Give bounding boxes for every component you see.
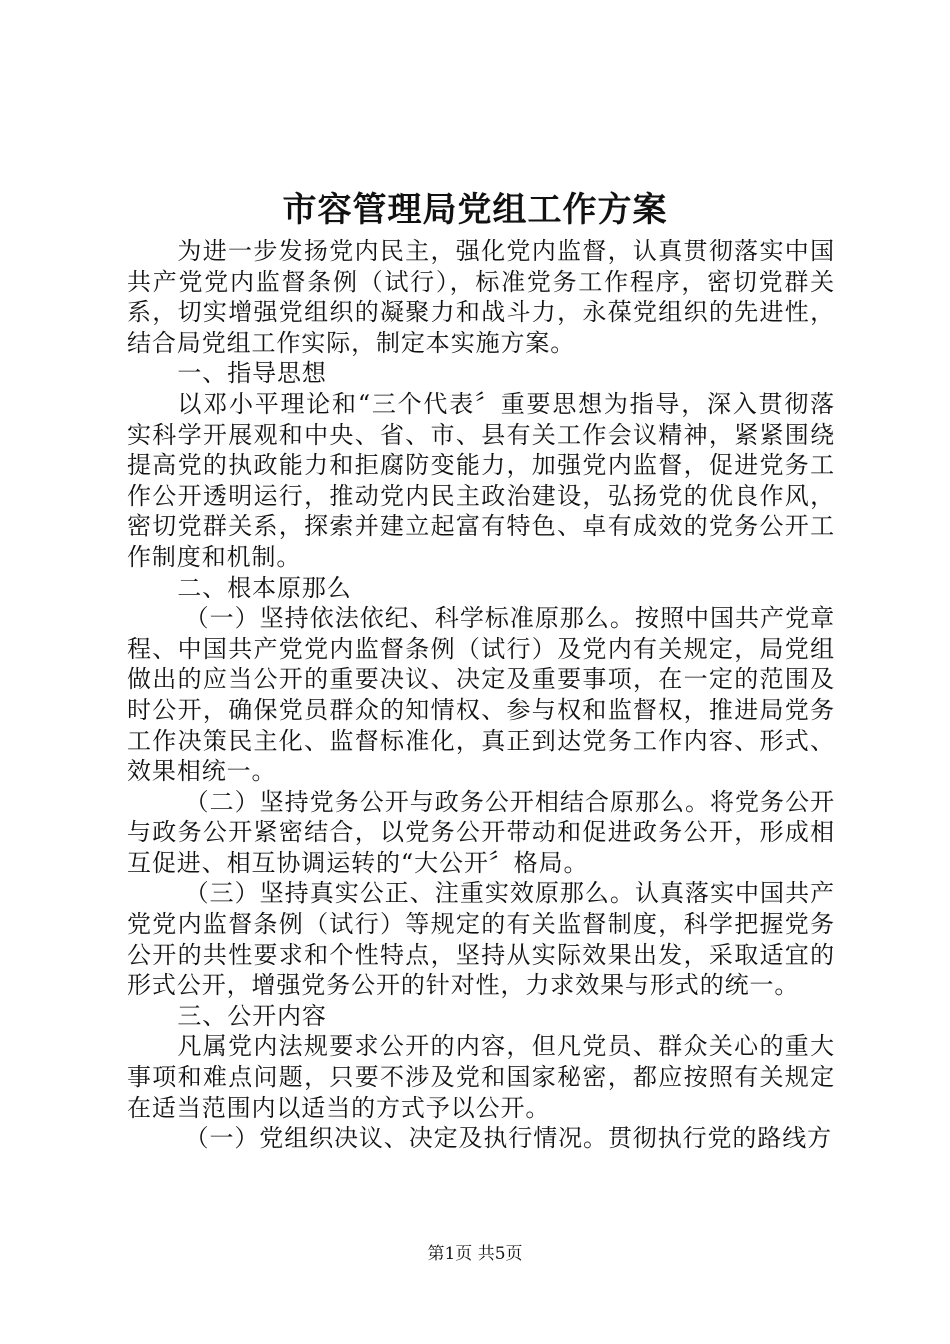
paragraph-principle-1: （一）坚持依法依纪、科学标准原那么。按照中国共产党章程、中国共产党党内监督条例（试行）及党内有关规定，局党组做出的应当公开的重要决议、决定及重要事项，在一定的范围及时公开，确保党员群众的知情权、参与权和监督权，推进局党务工作决策民主化、监督标准化，真正到达党务工作内容、形式、效果相统一。 [127,604,835,786]
document-title: 市容管理局党组工作方案 [282,190,668,230]
page-footer: 第1页 共5页 [427,1244,523,1264]
paragraph-principle-2: （二）坚持党务公开与政务公开相结合原那么。将党务公开与政务公开紧密结合，以党务公开带动和促进政务公开，形成相互促进、相互协调运转的“大公开〞格局。 [127,787,835,877]
section-heading-guiding-thought: 一、指导思想 [177,359,327,388]
paragraph-disclosure-content: 凡属党内法规要求公开的内容，但凡党员、群众关心的重大事项和难点问题，只要不涉及党和国家秘密，都应按照有关规定在适当范围内以适当的方式予以公开。 [127,1032,835,1122]
section-heading-disclosure-content: 三、公开内容 [177,1001,327,1030]
paragraph-content-item-1: （一）党组织决议、决定及执行情况。贯彻执行党的路线方 [184,1124,832,1153]
paragraph-guiding-thought: 以邓小平理论和“三个代表〞重要思想为指导，深入贯彻落实科学开展观和中央、省、市、县有关工作会议精神，紧紧围绕提高党的执政能力和拒腐防变能力，加强党内监督，促进党务工作公开透明运行，推动党内民主政治建设，弘扬党的优良作风，密切党群关系，探索并建立起富有特色、卓有成效的党务公开工作制度和机制。 [127,389,835,571]
paragraph-principle-3: （三）坚持真实公正、注重实效原那么。认真落实中国共产党党内监督条例（试行）等规定的有关监督制度，科学把握党务公开的共性要求和个性特点，坚持从实际效果出发，采取适宜的形式公开，增强党务公开的针对性，力求效果与形式的统一。 [127,879,835,1000]
paragraph-intro: 为进一步发扬党内民主，强化党内监督，认真贯彻落实中国共产党党内监督条例（试行），标准党务工作程序，密切党群关系，切实增强党组织的凝聚力和战斗力，永葆党组织的先进性，结合局党组工作实际，制定本实施方案。 [127,237,835,357]
document-body [127,236,835,1154]
section-heading-basic-principles: 二、根本原那么 [177,573,352,602]
